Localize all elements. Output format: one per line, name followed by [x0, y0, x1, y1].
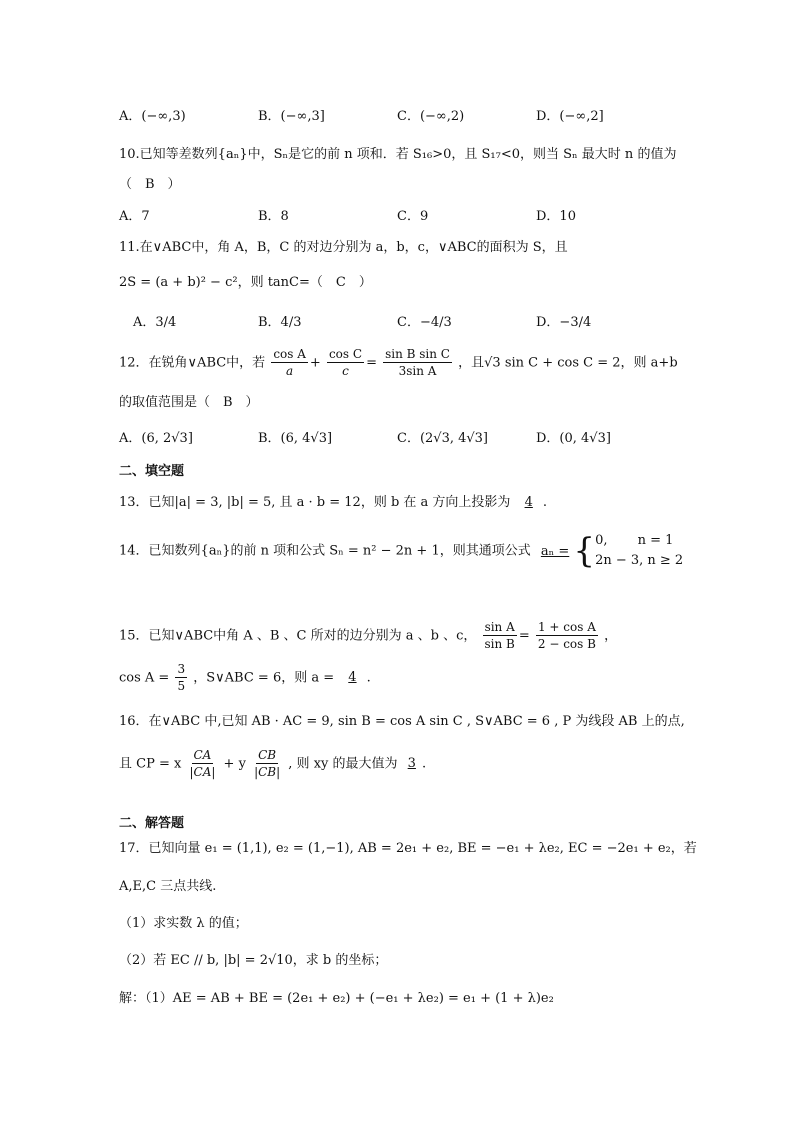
q10-option-b: B．8 — [258, 209, 289, 224]
q14-case-1: 0, n = 1 — [595, 533, 674, 548]
q9-option-c: C．(−∞,2) — [397, 109, 465, 124]
q15-frac-2-num: 1 + cos A — [536, 620, 598, 636]
q15-cos-den: 5 — [177, 679, 186, 694]
q17-part-2: （2）若 EC // b, |b| = 2√10，求 b 的坐标； — [119, 953, 388, 968]
q15-line-2 — [119, 662, 371, 694]
q16-line-2 — [119, 748, 426, 780]
section-fill-in-title: 二、填空题 — [119, 464, 185, 479]
q15-text-c: ，S∨ABC = 6，则 a = — [193, 670, 335, 686]
q12-stem-b: ，且√3 sin C + cos C = 2，则 a+b — [458, 355, 678, 371]
q13-answer: 4 — [524, 495, 533, 510]
q12-stem: 12．在锐角∨ABC中，若 $\frac{\text{cos A}}{a}$ + $\frac{\text{cos C}}{c}$ = $\frac{\text{sin B sin C}}{\text{3sin A}}$ ，且√3 sin C + cos C = 2，则 a+b — [119, 347, 678, 379]
q15-frac-2-den: 2 − cos B — [537, 637, 596, 652]
q16-frac-2-den: |CB| — [254, 765, 281, 780]
q15-cos-label: cos A = — [119, 670, 170, 686]
q14-brace: { — [573, 531, 596, 571]
q12-frac-3-den: 3sin A — [398, 364, 437, 379]
q16-text-b: , 则 xy 的最大值为 — [288, 756, 398, 772]
q15-end: . — [366, 670, 371, 686]
q14-case-2: 2n − 3, n ≥ 2 — [595, 553, 684, 568]
q14-cases — [595, 531, 683, 571]
q12-stem-a: 12．在锐角∨ABC中，若 — [119, 355, 266, 371]
q16-frac-2-num: CB — [256, 748, 278, 764]
q12-frac-3 — [383, 347, 452, 379]
q17-collinear: A,E,C 三点共线. — [119, 879, 217, 894]
q15-cos-frac — [175, 662, 187, 694]
q10-answer: （ B ） — [119, 177, 181, 192]
q12-option-c: C．(2√3, 4√3] — [397, 431, 489, 446]
q12-frac-2-num: cos C — [327, 347, 364, 363]
q16-mid: + y — [223, 756, 246, 772]
q11-option-a: A．3/4 — [133, 315, 177, 330]
q16-frac-1 — [187, 748, 217, 780]
q12-frac-2 — [327, 347, 364, 379]
q11-option-c: C．−4/3 — [397, 315, 452, 330]
q12-frac-3-num: sin B sin C — [383, 347, 452, 363]
q16-answer: 3 — [407, 756, 416, 772]
q11-option-d: D．−3/4 — [536, 315, 592, 330]
q10-option-c: C．9 — [397, 209, 429, 224]
q17-part-1: （1）求实数 λ 的值； — [119, 916, 248, 931]
q12-range: 的取值范围是（ B ） — [119, 395, 259, 410]
q16-frac-1-den: |CA| — [189, 765, 216, 780]
q16-frac-1-num: CA — [192, 748, 214, 764]
q12-frac-1-num: cos A — [271, 347, 308, 363]
q9-option-a: A．(−∞,3) — [119, 109, 186, 124]
q15-text-b: ， — [604, 628, 618, 644]
q15-answer: 4 — [348, 670, 357, 686]
q15-text-a: 15．已知∨ABC中角 A 、B 、C 所对的边分别为 a 、b 、c， — [119, 628, 477, 644]
q16-text-a: 且 CP = x — [119, 756, 182, 772]
q12-frac-2-den: c — [342, 364, 349, 379]
q16-end: . — [421, 756, 427, 772]
q17-solution: 解：（1）AE = AB + BE = (2e₁ + e₂) + (−e₁ + λe₂) = e₁ + (1 + λ)e₂ — [119, 991, 554, 1006]
q17-stem: 17．已知向量 e₁ = (1,1), e₂ = (1,−1), AB = 2e₁ + e₂, BE = −e₁ + λe₂, EC = −2e₁ + e₂，若 — [119, 841, 697, 856]
section-solutions-title: 二、解答题 — [119, 816, 185, 831]
q11-option-b: B．4/3 — [258, 315, 302, 330]
q15-line-1: 15．已知∨ABC中角 A 、B 、C 所对的边分别为 a 、b 、c， $\frac{\text{sin A}}{\text{sin B}}$ = $\frac{\text{1 + cos A}}{\text{2 − cos B}}$ ， — [119, 620, 618, 652]
q11-formula: 2S = (a + b)² − c²，则 tanC=（ C ） — [119, 275, 372, 290]
q10-option-d: D．10 — [536, 209, 576, 224]
q12-frac-1 — [271, 347, 308, 379]
q12-option-a: A．(6, 2√3] — [119, 431, 193, 446]
q16-line-1: 16．在∨ABC 中,已知 AB · AC = 9, sin B = cos A sin C , S∨ABC = 6 , P 为线段 AB 上的点, — [119, 714, 685, 729]
q14-stem — [119, 531, 683, 571]
q12-frac-1-den: a — [286, 364, 294, 379]
q13-end: . — [542, 495, 547, 510]
q15-cos-num: 3 — [175, 662, 187, 678]
q15-frac-1-den: sin B — [484, 637, 515, 652]
q10-option-a: A．7 — [119, 209, 150, 224]
q9-option-d: D．(−∞,2] — [536, 109, 604, 124]
q9-option-b: B．(−∞,3] — [258, 109, 325, 124]
q15-frac-2 — [536, 620, 598, 652]
q15-frac-1 — [483, 620, 517, 652]
q10-stem: 10.已知等差数列{aₙ}中，Sₙ是它的前 n 项和．若 S₁₆>0，且 S₁₇<0，则当 Sₙ 最大时 n 的值为 — [119, 147, 677, 162]
q11-stem: 11.在∨ABC中，角 A，B，C 的对边分别为 a，b，c，∨ABC的面积为 S，且 — [119, 240, 568, 255]
q15-frac-1-num: sin A — [483, 620, 517, 636]
q16-frac-2 — [252, 748, 282, 780]
q12-option-d: D．(0, 4√3] — [536, 431, 611, 446]
q12-option-b: B．(6, 4√3] — [258, 431, 333, 446]
q13-stem — [119, 496, 547, 509]
q13-text: 13．已知|a| = 3, |b| = 5, 且 a · b = 12，则 b 在 a 方向上投影为 — [119, 495, 511, 510]
q14-answer-label: aₙ = — [540, 543, 570, 559]
q14-text: 14．已知数列{aₙ}的前 n 项和公式 Sₙ = n² − 2n + 1，则其通项公式 — [119, 543, 531, 559]
